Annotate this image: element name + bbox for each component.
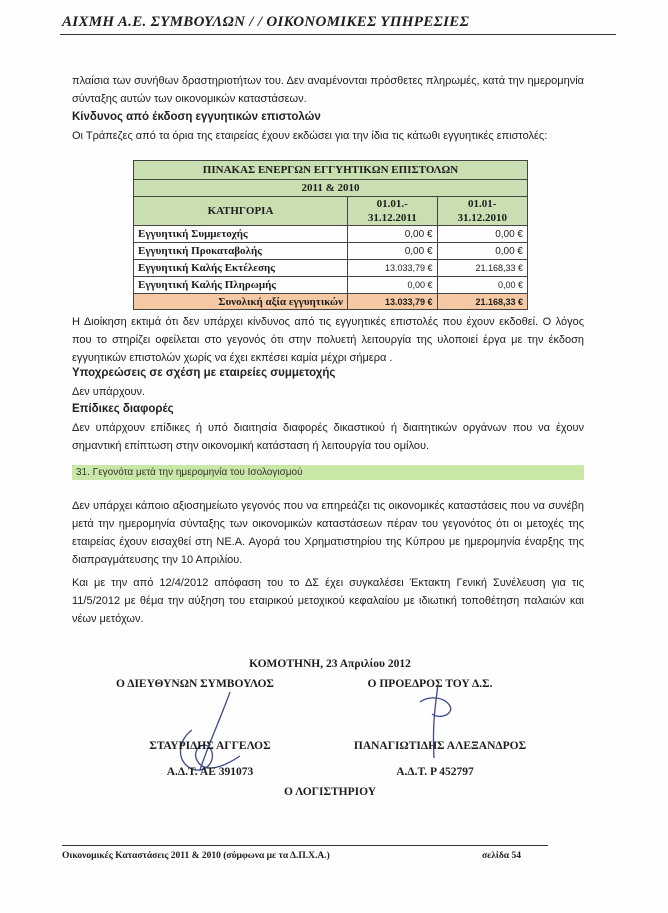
section-31-bar: 31. Γεγονότα μετά την ημερομηνία του Ισολογισμού	[72, 465, 584, 480]
page-header: ΑΙΧΜΗ Α.Ε. ΣΥΜΒΟΥΛΩΝ / / ΟΙΚΟΝΟΜΙΚΕΣ ΥΠΗΡΕΣΙΕΣ	[62, 14, 470, 30]
row-category: Εγγυητική Καλής Πληρωμής	[134, 277, 348, 294]
ceo-title: Ο ΔΙΕΥΘΥΝΩΝ ΣΥΜΒΟΥΛΟΣ	[116, 678, 274, 690]
col-header-2010	[437, 197, 527, 226]
total-value-2010: 21.168,33 €	[437, 294, 527, 310]
ceo-name: ΣΤΑΥΡΙΔΗΣ ΑΓΓΕΛΟΣ	[149, 740, 271, 752]
header-divider	[60, 34, 616, 35]
ceo-id: Α.Δ.Τ. ΑΕ 391073	[166, 766, 254, 778]
table-years: 2011 & 2010	[134, 180, 528, 197]
table-title: ΠΙΝΑΚΑΣ ΕΝΕΡΓΩΝ ΕΓΓΥΗΤΙΚΩΝ ΕΠΙΣΤΟΛΩΝ	[134, 161, 528, 180]
table-row	[134, 277, 528, 294]
guarantee-heading: Κίνδυνος από έκδοση εγγυητικών επιστολών	[72, 111, 321, 123]
footer-divider	[62, 845, 548, 846]
intro-paragraph: πλαίσια των συνήθων δραστηριοτήτων του. Δεν αναμένονται πρόσθετες πληρωμές, κατά την ημερομηνία σύνταξης αυτών των οικονομικών καταστάσεων.	[72, 75, 584, 105]
col-2011-line1: 01.01.-	[376, 198, 408, 210]
row-value-2010: 21.168,33 €	[437, 260, 527, 277]
col-header-2011	[348, 197, 438, 226]
guarantees-table	[133, 160, 528, 310]
total-value-2011: 13.033,79 €	[348, 294, 438, 310]
col-2010-line2: 31.12.2010	[457, 212, 508, 224]
table-row	[134, 243, 528, 260]
risk-paragraph: Η Διοίκηση εκτιμά ότι δεν υπάρχει κίνδυνος από τις εγγυητικές επιστολές που έχουν εκδοθεί. Ο λόγος που το στηρίζει οφείλεται στο γεγονός ότι στην πολυετή λειτουργία της υλοποιεί έργα με την έκδοση εγγυητικών επιστολών χωρίς να έχει εκπέσει καμία μέχρι σήμερα .	[72, 316, 584, 364]
row-value-2011: 0,00 €	[348, 277, 438, 294]
col-2010-line1: 01.01-	[468, 198, 497, 210]
row-category: Εγγυητική Προκαταβολής	[134, 243, 348, 260]
associates-heading: Υποχρεώσεις σε σχέση με εταιρείες συμμετοχής	[72, 367, 336, 379]
footer-left: Οικονομικές Καταστάσεις 2011 & 2010 (σύμφωνα με τα Δ.Π.Χ.Α.)	[62, 851, 330, 861]
row-value-2010: 0,00 €	[437, 226, 527, 243]
row-value-2010: 0,00 €	[437, 277, 527, 294]
disputes-paragraph: Δεν υπάρχουν επίδικες ή υπό διαιτησία διαφορές δικαστικού ή διαιτητικών οργάνων που να έχουν σημαντική επίπτωση στην οικονομική κατάσταση ή λειτουργία του ομίλου.	[72, 422, 584, 452]
col-header-category: ΚΑΤΗΓΟΡΙΑ	[134, 197, 348, 226]
table-row	[134, 260, 528, 277]
table-total-row	[134, 294, 528, 310]
place-date: ΚΟΜΟΤΗΝΗ, 23 Απριλίου 2012	[249, 658, 411, 670]
row-value-2011: 0,00 €	[348, 226, 438, 243]
accountant-title: Ο ΛΟΓΙΣΤΗΡΙΟΥ	[283, 786, 377, 798]
chair-name: ΠΑΝΑΓΙΩΤΙΔΗΣ ΑΛΕΞΑΝΔΡΟΣ	[353, 740, 527, 752]
chair-id: Α.Δ.Τ. Ρ 452797	[396, 766, 474, 778]
events-paragraph-1: Δεν υπάρχει κάποιο αξιοσημείωτο γεγονός που να επηρεάζει τις οικονομικές καταστάσεις που να συνέβη μετά την ημερομηνία σύνταξης των οικονομικών καταστάσεων πέραν του γεγονότος ότι οι μετοχές της εταιρείας έχουν εισαχθεί στη ΝΕ.Α. Αγορά του Χρηματιστηρίου της Κύπρου με ημερομηνία έναρξης της διαπραγμάτευσης την 10 Απριλίου.	[72, 500, 584, 566]
associates-paragraph: Δεν υπάρχουν.	[72, 386, 146, 398]
events-paragraph-2: Και με την από 12/4/2012 απόφαση του το ΔΣ έχει συγκαλέσει Έκτακτη Γενική Συνέλευση για τις 11/5/2012 με θέμα την αύξηση του εταιρικού μετοχικού κεφαλαίου με ιδιωτική τοποθέτηση παλαιών και νέων μετόχων.	[72, 577, 584, 625]
row-value-2010: 0,00 €	[437, 243, 527, 260]
page-number: σελίδα 54	[482, 851, 521, 861]
row-value-2011: 0,00 €	[348, 243, 438, 260]
row-category: Εγγυητική Συμμετοχής	[134, 226, 348, 243]
col-2011-line2: 31.12.2011	[367, 212, 417, 224]
row-category: Εγγυητική Καλής Εκτέλεσης	[134, 260, 348, 277]
row-value-2011: 13.033,79 €	[348, 260, 438, 277]
chair-title: Ο ΠΡΟΕΔΡΟΣ ΤΟΥ Δ.Σ.	[367, 678, 493, 690]
table-row	[134, 226, 528, 243]
disputes-heading: Επίδικες διαφορές	[72, 403, 174, 415]
guarantee-paragraph: Οι Τράπεζες από τα όρια της εταιρείας έχουν εκδώσει για την ίδια τις κάτωθι εγγυητικές επιστολές:	[72, 130, 548, 142]
total-label: Συνολική αξία εγγυητικών	[134, 294, 348, 310]
